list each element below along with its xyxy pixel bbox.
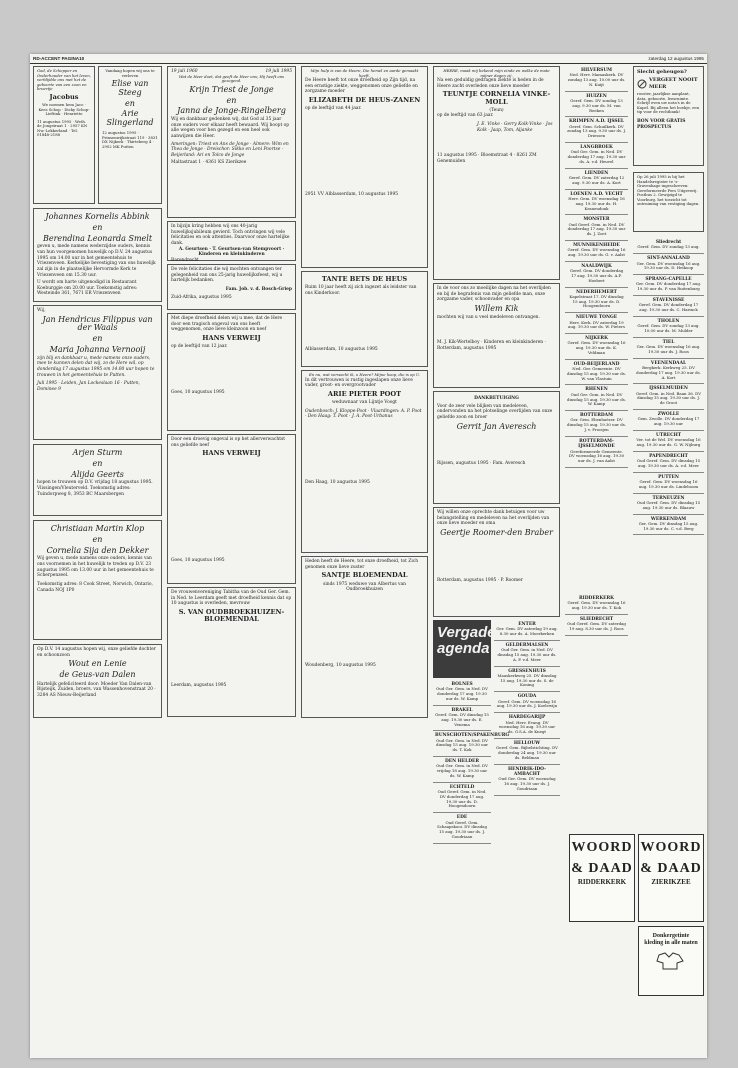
church-entry — [565, 360, 628, 386]
church-b-entry — [633, 338, 704, 359]
engagement-name2: Arie Slingerland — [106, 109, 154, 128]
church-details: Geref. Gem. DV donderdag 17 aug. 19.30 uur ds. A.F. Hoebert — [569, 268, 624, 283]
church-details: Ned. Ger. Gemeente. DV dinsdag 15 aug. 19.30 uur ds. W. van Vlastuin — [567, 366, 626, 381]
church-b-name: ZWOLLE — [657, 412, 680, 418]
vinke-age: op de leeftijd van 63 jaar. — [437, 113, 494, 119]
obituary-verweij-2 — [167, 434, 296, 584]
agenda-b-name: HENDRIK-IDO-AMBACHT — [507, 766, 546, 777]
church-b-entry — [633, 384, 704, 410]
church-b-name: TIEL — [662, 339, 675, 345]
wedding-klop — [33, 520, 162, 640]
kik-text: In de voor ons zo moeilijke dagen na het overlijden en bij de begrafenis van mijn geliefde man, onze zorgzame vader, schoonvader en opa — [437, 286, 551, 303]
church-b-details: Geref. Gem. DV donderdag 17 aug. 19.30 uur ds. C. Harinck — [638, 302, 699, 313]
church-entry — [565, 117, 628, 143]
klop-amp: en — [92, 534, 103, 544]
agenda-b-entry — [494, 641, 560, 667]
agenda-details: Oud Geref. Gem. Schaapskooi. DV dinsdag 15 aug. 19.30 uur ds. J. Goudriaan — [437, 819, 487, 839]
sturm-name1: Arjen Sturm — [72, 448, 123, 457]
oudbroek-foot: Leerdam, augustus 1995 — [171, 683, 227, 689]
jonge-list: Ameringen: Triest en Ans de Jonge · Almere: Wim en Thea de Jonge · Dreischor: Sikko en Leni Poortse · Beijerland: Ari en Tolco de Jonge — [171, 141, 289, 158]
agenda-b-name: ENTER — [518, 622, 536, 627]
church-entry — [565, 437, 628, 468]
church-b-name: SINT-ANNALAND — [647, 256, 690, 262]
poot-text: In dit vertrouwen is rustig ingeslapen onze lieve vader, groot- en overgrootvader — [305, 377, 413, 389]
vergeet-note: rooster, jaarlijkse aanplant, data, geboorte, leesruimte. Schrijf even uw nota's in de Kapel. Bij alleen het boekje, een tip voor de rechtbank! — [637, 91, 700, 115]
engagement-name1: Elise van Steeg — [111, 79, 149, 97]
church-mid-name: RIDDERKERK — [579, 596, 614, 601]
abbink-name2: Berendina Leonarda Smelt — [42, 233, 153, 243]
church-name: KRIMPEN A.D. IJSSEL — [568, 119, 625, 125]
vergeet-nooit-meer-ad — [633, 66, 704, 166]
church-details: Geref. Gem. DV woensdag 16 aug. 19.30 uur ds. G. v. Aalst — [567, 247, 626, 258]
waals-intro: Wij, — [37, 308, 46, 313]
woord-daad-ridderkerk-ad — [569, 834, 635, 922]
agenda-b-name: GRESSENHUIS — [508, 668, 546, 674]
church-b-name: IJSSELMUIDEN — [649, 386, 688, 392]
church-entry — [565, 385, 628, 411]
church-name: MUNNIKENHEIDE — [573, 242, 620, 248]
church-name: RHENEN — [585, 387, 608, 393]
agenda-entry — [433, 813, 491, 843]
agenda-entry — [433, 706, 491, 732]
church-b-details: Ger. Gem. DV donderdag 17 aug. 19.30 uur ds. P. van Ruitenburg — [635, 281, 702, 292]
church-b-details: Bergkerk. Kerkweg 25. DV donderdag 17 aug. 19.30 uur ds. A. Kort — [636, 365, 701, 380]
church-name: NIEUWE TONGE — [575, 315, 618, 321]
geus-text: Op D.V. 14 augustus hopen wij, onze geliefde dochter en schoonzoon — [37, 647, 156, 658]
thanks-geurtsen — [167, 221, 296, 261]
church-name: ROTTERDAM — [580, 413, 613, 419]
church-b-entry — [633, 410, 704, 431]
clothing-icon — [651, 951, 691, 971]
thanks-kik — [433, 283, 560, 388]
vinke-list: J. E. Vinke · Gerry Kolk-Vinke · Jos Kolk · Jaap, Tom, Aljanke — [477, 122, 553, 133]
thanks-bosch — [167, 264, 296, 310]
church-services-right — [633, 238, 704, 828]
church-b-details: Ger. Gem. DV woensdag 16 aug. 19.30 uur ds. D. Heikoop — [636, 260, 701, 271]
abbink-amp: en — [92, 222, 103, 232]
church-name: HUIZEN — [586, 93, 607, 99]
bosch-text: De vele felicitaties die wij mochten ontvangen ter gelegenheid van ons 25-jarig huwelijksfeest, wij u hartelijk bedanken. — [171, 267, 283, 284]
geus-name1: Wout en Lenie — [68, 659, 127, 669]
page-label: RD-ACCENT PAGINA10 — [33, 56, 85, 61]
klop-text: Wij geven u, mede namens onze ouders, kennis van ons voornemen in het huwelijk te treden op D.V. 23 augustus 1995 om 13.00 uur in het gemeentehuis te Scherpenzeel. — [37, 556, 154, 579]
waals-name2: Maria Johanna Vernooij — [49, 345, 146, 355]
agenda-b-details: Oud Ger. Gem. in Ned. DV dinsdag 15 aug. 19.30 uur ds. A. P. v.d. Meer — [497, 647, 557, 662]
church-b-name: THOLEN — [657, 318, 680, 324]
church-b-entry — [633, 238, 704, 254]
obituary-oudbroekhuizen — [167, 587, 296, 717]
church-entry — [565, 169, 628, 190]
bloemendal-foot: Woudenberg, 10 augustus 1995 — [305, 662, 376, 668]
agenda-b-name: HELLOUW — [513, 740, 541, 746]
jonge-date2: 19 juli 1995 — [265, 69, 292, 74]
anniversary-geus — [33, 644, 162, 718]
church-entry — [565, 411, 628, 437]
jonge-verse: Wat de Heer doet, dat geeft de Heer ons; Hij heeft ons gezegend. — [178, 73, 285, 84]
church-name: OUD-BEIJERLAND — [573, 361, 620, 367]
agenda-entry — [433, 731, 510, 757]
church-mid-details: Oud Geref. Gem. DV zaterdag 19 aug. 8.30 uur ds. J. Roos — [567, 621, 626, 632]
church-b-details: Oud Geref. Gem. DV dinsdag 15 aug. 19.30 uur ds. Blaauw — [636, 500, 701, 510]
church-name: LANGBROEK — [580, 145, 613, 151]
church-details: Geref. Gem. Schuilkerk. DV zondag 13 aug. 9.30 uur ds. J. Driessen — [567, 123, 626, 139]
church-details: Oud Ger. Gem. in Ned. DV donderdag 17 aug. 19.30 uur ds. A. v.d. Heuvel — [567, 149, 626, 164]
sturm-name2: Alijda Geerts — [71, 469, 124, 479]
agenda-name: BOLNES — [451, 682, 473, 687]
church-entry — [565, 241, 628, 262]
header-rule — [30, 63, 707, 64]
logo1-place: RIDDERKERK — [577, 878, 627, 887]
church-b-details: Ger. Gem. DV woensdag 16 aug. 19.30 uur ds. J. Roos — [636, 344, 701, 354]
vinke-sub: (Teun) — [489, 107, 504, 113]
church-name: ROTTERDAM-IJSSELMONDE — [578, 438, 615, 450]
obituary-heus-zanen — [301, 66, 428, 268]
bosch-place: Zuid-Afrika, augustus 1995 — [171, 294, 232, 300]
church-details: Kapelstraat 17. DV dinsdag 15 aug. 19.30 uur ds. D. Hoogendoorn — [569, 293, 624, 309]
church-b-name: PAPENDRECHT — [649, 453, 688, 459]
church-mid-details: Geref. Gem. DV woensdag 16 aug. 19.30 uur ds. T. Kok — [567, 600, 626, 611]
logo2-place: ZIERIKZEE — [651, 878, 691, 887]
church-name: NEDERHEMERT — [576, 289, 617, 295]
agenda-b-entry — [494, 739, 560, 765]
church-b-entry — [633, 494, 704, 515]
geus-name2: de Geus-van Dalen — [59, 670, 136, 680]
handelsregister-notice — [633, 172, 704, 232]
church-name: HILVERSUM — [580, 68, 613, 73]
agenda-details: Oud Ger. Gem. in Ned. DV donderdag 17 aug. 19.30 uur ds. W. Kamp — [436, 686, 488, 701]
wedding-waals — [33, 305, 162, 440]
church-entry — [565, 190, 628, 216]
church-b-details: Geref. Gem. DV zondag 13 aug. — [637, 244, 700, 250]
obituary-tante-bets — [301, 271, 428, 367]
church-b-name: Sliedrecht — [655, 240, 682, 245]
jonge-date1: 19 juli 1960 — [171, 69, 198, 74]
agenda-name: DEN HELDER — [444, 759, 480, 765]
bloemendal-name: SANTJE BLOEMENDAL — [321, 571, 408, 580]
agenda-b-details: Oud Ger. Gem. DV woensdag 16 aug. 19.30 uur ds. J. Goudriaan — [498, 776, 556, 791]
logo1-word: WOORD — [571, 840, 633, 855]
donkergetinte-kleding-ad — [638, 926, 704, 996]
agenda-b-name: GELDERMALSEN — [505, 642, 549, 648]
klop-name1: Christiaan Martin Klop — [50, 524, 145, 533]
church-b-entry — [633, 254, 704, 275]
woord-daad-zierikzee-ad — [638, 834, 704, 922]
church-b-name: WERKENDAM — [650, 516, 687, 522]
jonge-name1: Krijn Triest de Jonge — [189, 84, 274, 94]
church-name: NAALDWIJK — [581, 263, 612, 269]
church-details: Ger. Gem. Ebenhaëzer. DV dinsdag 15 aug. 19.30 uur ds. J. v. Prooijen — [567, 417, 626, 433]
agenda-b-entry — [494, 713, 560, 739]
church-b-details: Geref. Gem. DV woensdag 16 aug. 19.30 uur ds. Lindeboom — [638, 479, 699, 489]
agenda-name: BUNSCHOTEN/SPAKENBURG — [435, 733, 510, 739]
church-b-entry — [633, 359, 704, 385]
agenda-b-entry — [494, 620, 560, 641]
averesch-name: Gerrit Jan Averesch — [456, 421, 537, 431]
heus-sub: op de leeftijd van 44 jaar. — [305, 106, 362, 112]
church-b-name: STAVENISSE — [652, 297, 685, 303]
vinke-verse: HEERE, maak mij bekend mijn einde en welke de mate mijner dagen zij. — [443, 68, 550, 78]
agenda-name: BRAKEL — [451, 707, 473, 713]
logo1-daad: & DAAD — [571, 860, 633, 876]
geurtsen-name: A. Geurtsen · T. Geurtsen-van Stempvoort · Kinderen en kleinkinderen — [178, 246, 285, 258]
church-details: Oud Ger. Gem. in Ned. DV dinsdag 15 aug. 19.30 uur ds. W. Kamp — [567, 391, 626, 407]
agenda-b-entry — [494, 765, 560, 796]
church-b-details: Gem. Zwolle. DV donderdag 17 aug. 19.30 uur — [637, 416, 700, 427]
church-entry — [565, 92, 628, 118]
church-b-details: Geref. Gem. DV zondag 13 aug. 10.00 uur ds. M. Mulder — [637, 323, 700, 333]
agenda-entry — [433, 757, 491, 783]
engagement-announcement — [98, 66, 162, 204]
roomer-foot: Rotterdam, augustus 1995 · P. Roomer — [437, 577, 523, 583]
knot-icon — [637, 79, 647, 89]
church-mid-entry — [565, 615, 628, 636]
church-b-details: Ver. tot de Wel. DV woensdag 16 aug. 19.30 uur ds. G. W. Nijburg — [636, 437, 701, 448]
thanks-averesch — [433, 391, 560, 504]
church-entry — [565, 313, 628, 334]
vergader-agenda-logo — [433, 620, 507, 678]
averesch-foot: Rijssen, augustus 1995 · Fam. Averesch — [437, 461, 526, 467]
jonge-amp: en — [226, 95, 237, 105]
newspaper-page — [30, 54, 707, 1058]
agenda-entry — [433, 680, 491, 706]
church-entry — [565, 215, 628, 241]
oudbroek-text: De vrouwenvereniging Tabitha van de Oud Ger. Gem. in Ned. te Leerdam geeft met droefheid kennis dat op 10 augustus is overleden, mevrouw — [171, 590, 292, 607]
agenda-list-left — [433, 680, 510, 1058]
poot-list: Oudenbosch: J. Kloppe-Poot · Vlaardingen: A. P. Poot · Den Haag: T. Poot · J. A. Poot-Urbanus — [305, 408, 422, 420]
sturm-text: hopen te trouwen op D.V. vrijdag 18 augustus 1995. Vlissingen/Vleuterveld. Toekomstig adres: Tuindorpweg 8, 3953 BC Maarsbergen — [37, 480, 153, 497]
agenda-b-details: Ned. Herv. Evang. DV woensdag 16 aug. 19.30 uur ds. G.S.A. de Knegt — [498, 719, 556, 735]
averesch-text: Voor de zeer vele blijken van medeleven, ondervonden na het plotselinge overlijden van onze geliefde zoon en broer — [437, 403, 553, 420]
verweij1-foot: Goes, 10 augustus 1995 — [171, 389, 225, 395]
agenda-details: Oud Ger. Gem. in Ned. DV dinsdag 15 aug. 19.30 uur ds. T. Kok — [436, 737, 488, 753]
kik-foot: M. J. Kik-Wertelboy · Kinderen en kleinkinderen · Rotterdam, augustus 1995 — [437, 340, 546, 351]
waals-amp: en — [92, 334, 103, 344]
verweij2-name: HANS VERWEIJ — [202, 449, 261, 458]
agenda-b-details: Geref. Gem. Bijbelstichting. DV donderdag 24 aug. 19.30 uur ds. Beldman — [496, 745, 558, 760]
bon-label: BON VOOR GRATIS PROSPECTUS — [637, 118, 686, 130]
agenda-name: ECHTELD — [449, 784, 475, 790]
geus-foot: Hartelijk gefeliciteerd door: Moeder Van Dalen-van Bijsteijk, Zuiden, broers. van Wassenhovenstraat 20 · 3284 AS Nieuw-Beijerland — [37, 681, 156, 699]
church-mid-name: SLIEDRECHT — [579, 616, 614, 622]
birth-name: Jacobus — [49, 92, 79, 101]
church-name: MONSTER — [583, 217, 610, 223]
agenda-b-details: Ger. Gem. DV zaterdag 19 aug. 8.30 uur ds. A. Moerkerken — [496, 626, 558, 637]
poot-foot: Den Haag, 10 augustus 1995 — [305, 479, 370, 485]
verweij1-sub: op de leeftijd van 12 jaar. — [171, 344, 228, 350]
averesch-title: DANKBETUIGING — [474, 396, 519, 401]
church-services-list — [565, 66, 628, 586]
poot-verse: En nu, wat verwacht ik, o Heere? Mijne hoop, die is op U. — [308, 372, 421, 377]
church-details: Gereformeerde Gemeente. DV woensdag 16 aug. 19.30 uur ds. J. van Aalst — [568, 448, 625, 464]
church-b-details: Geref. Gem. in Ned. Baan 36. DV dinsdag 15 aug. 19.30 uur ds. J. de Groot — [635, 390, 702, 406]
agenda-b-details: Geref. Gem. DV woensdag 16 aug. 19.30 uur ds. J. Koelewijn — [496, 698, 558, 709]
logo2-daad: & DAAD — [640, 860, 702, 876]
kleding-text: Donkergetinte kleding in alle maten — [644, 933, 698, 947]
church-details: Ned. Herv. Mamaskerk. DV zondag 13 aug. 10.00 uur ds. N. Kuijt — [567, 72, 626, 87]
roomer-text: Wij willen onze oprechte dank betuigen voor uw belangstelling en medeleven na het overlijden van onze lieve moeder en oma — [437, 510, 550, 527]
heus-text: De Heere heeft tot onze droefheid op Zijn tijd, na een ernstige ziekte, weggenomen onze geliefde en zorgzame moeder — [305, 78, 418, 95]
church-b-name: UTRECHT — [655, 432, 681, 438]
klop-foot: Toekomstig adres: 8 Cook Street, Norwich, Ontario, Canada NOJ 1P0 — [37, 581, 153, 593]
church-b-entry — [633, 473, 704, 494]
abbink-text: geven u, mede namens wederzijdse ouders, kennis van hun voorgenomen huwelijk op D.V. 24 augustus 1995 om 14.00 uur in het gemeentehuis te Vriezenveen. Kerkelijke bevestiging van ons huwelijk zal zijn in de plaatselijke Hervormde Kerk te Vriezenveen om 15.30 uur. — [37, 244, 156, 278]
church-entry — [565, 262, 628, 288]
vinke-foot: 11 augustus 1995 · Bloemstraat 4 · 8261 ZM Genemuiden — [437, 153, 537, 164]
waals-text: zijn blij en dankbaar u, mede namens onze ouders, mee te kunnen delen dat wij, zo de Here wil, op donderdag 17 augustus 1995 om 14.00 uur hopen te trouwen in het gemeentehuis te Putten. — [37, 355, 155, 378]
logo2-word: WOORD — [640, 840, 702, 855]
agenda-b-details: Maaskerkweg 25. DV dinsdag 15 aug. 19.30 uur ds. S. de Koning — [497, 672, 557, 688]
bets-text: Ruim 10 jaar heeft zij zich ingezet als leidster van ons Kinderkoor. — [305, 285, 417, 296]
heus-verse: Mijn hulp is van de Heere, Die hemel en aarde gemaakt heeft. — [310, 68, 419, 78]
church-b-entry — [633, 431, 704, 452]
slogan-answer: VERGEET NOOIT MEER — [649, 77, 698, 90]
jonge-name2: Janna de Jonge-Ringelberg — [177, 106, 286, 116]
obituary-vinke-moll — [433, 66, 560, 280]
geurtsen-text: In bijzijn kring hebben wij ons 40-jarig huwelijksjubileum gevierd. Toch ontvingen wij vele felicitaties en ook attenties. Daarvoor onze hartelijke dank. — [171, 224, 290, 246]
roomer-name: Geertje Roomer-den Braber — [440, 527, 553, 537]
vinke-name: TEUNTJE CORNELIA VINKE-MOLL — [442, 90, 551, 106]
agenda-title: Vergader-agenda — [437, 624, 507, 657]
agenda-entry — [433, 783, 491, 813]
verweij1-name: HANS VERWEIJ — [202, 333, 261, 342]
church-entry — [565, 143, 628, 169]
agenda-list-right — [494, 620, 560, 1058]
agenda-details: Oud Ger. Gem. in Ned. DV vrijdag 18 aug. 19.30 uur ds. W. Kamp — [436, 763, 488, 778]
birth-announcement — [33, 66, 95, 204]
church-b-name: SPRANG-CAPELLE — [645, 277, 692, 283]
church-name: LOENEN A.D. VECHT — [570, 191, 623, 197]
vinke-text: Na een geduldig gedragen ziekte is heden in de Heere zacht overleden onze lieve moeder — [437, 78, 544, 89]
birth-verse: God, de Schepper en Onderhouder van het leven, verblijdde ons met het de geboorte van een zoon en broertje — [37, 68, 91, 92]
church-entry — [565, 334, 628, 360]
church-b-entry — [633, 452, 704, 473]
slogan-question: Slecht geheugen? — [637, 69, 687, 75]
waals-foot: Juli 1995 · Leiden, Jan Lockeslaan 16 · Putten, Dominee 9 — [37, 381, 140, 392]
abbink-foot: U wordt om harte uitgenodigd in Restaurant Koeburggie om 20.00 uur. Toekomstig adres: Westeinde 361, 7671 ER Vriezenveen — [37, 280, 138, 297]
church-name: LIENDEN — [584, 170, 609, 176]
heus-name: ELIZABETH DE HEUS-ZANEN — [308, 95, 421, 104]
oudbroek-name: S. VAN OUDBROEKHUIZEN-BLOEMENDAL — [178, 607, 285, 624]
wedding-abbink — [33, 208, 162, 302]
sturm-amp: en — [92, 458, 103, 468]
poot-sub: weduwnaar van Lijntje Voogt — [332, 400, 397, 406]
church-details: Herv. Kerk. DV zaterdag 19 aug. 19.30 uur ds. W. Pieters — [568, 319, 625, 330]
church-b-name: PUTTEN — [658, 474, 679, 480]
obituary-verweij-1 — [167, 313, 296, 431]
engagement-date: 12 augustus 1995 · Prinsenwijkstraat 119 · 3831 DX Nijkerk · Thirteberg 4 · 2902 MK Putten — [102, 130, 158, 149]
jonge-foot: Maltastraat 1 · 4361 KS Zierikzee — [171, 160, 247, 166]
verweij1-text: Met diepe droefheid delen wij u mee, dat de Here door een tragisch ongeval van ons heeft weggenomen, onze lieve kleinzoon en neef — [171, 316, 283, 333]
waals-name1: Jan Hendricus Filippus van der Waals — [42, 314, 153, 333]
agenda-name: EDE — [456, 815, 468, 821]
engagement-amp: en — [125, 98, 135, 108]
church-details: Geref. Gem. DV woensdag 16 aug. 19.30 uur ds. K. Veldman — [567, 340, 626, 355]
engagement-text: Vandaag hopen wij ons te verloven — [105, 68, 155, 78]
church-b-entry — [633, 296, 704, 317]
bets-name: TANTE BETS DE HEUS — [321, 275, 408, 283]
church-b-entry — [633, 515, 704, 536]
poot-name: ARIE PIETER POOT — [327, 389, 402, 398]
church-details: Oud Geref. Gem. in Ned. DV donderdag 17 aug. 19.30 uur ds. J. Zoet — [567, 221, 626, 237]
agenda-b-entry — [494, 667, 560, 693]
abbink-name1: Johannes Kornelis Abbink — [45, 212, 150, 221]
church-b-details: Ger. Gem. DV dinsdag 15 aug. 19.30 uur ds. C. v.d. Berg — [638, 520, 699, 531]
agenda-details: Geref. Gem. DV dinsdag 15 aug. 19.30 uur ds. E. Venema — [435, 712, 489, 727]
register-text: Op 26 juli 1995 is bij het Handelsregister te 's-Gravenhage ingeschreven: Gereformeerde Pers Uitgeverij. Postbus 2. Gewijzigd te Voorburg, het toezicht tot ontruiming van vestiging dagen. — [637, 174, 700, 207]
birth-text: We noemen hem Jaco · Kees Schop · Dicky Schop-Lieftink · Henriette — [38, 101, 90, 117]
church-entry — [565, 66, 628, 92]
bloemendal-sub: sinds 1975 weduwe van Albertus van Oudbroekhuizen — [323, 581, 406, 593]
agenda-b-name: HARDEGARIJP — [508, 715, 546, 721]
kik-sub: mochten wij van u veel medeleven ontvangen. — [437, 314, 540, 320]
church-b-details: Oud Geref. Gem. DV dinsdag 15 aug. 19.30 uur ds. A. v.d. Meer — [636, 458, 701, 468]
page-date: zaterdag 12 augustus 1995 — [648, 56, 704, 61]
thanks-roomer — [433, 507, 560, 617]
church-details: Geref. Gem. DV zondag 13 aug. 9.30 uur ds. M. van Reeken — [570, 98, 623, 113]
church-services-list-extra — [565, 594, 628, 1058]
obituary-bloemendal — [301, 556, 428, 718]
heus-foot: 2951 VV Alblasserdam, 10 augustus 1995 — [305, 191, 399, 197]
church-entry — [565, 288, 628, 314]
bosch-name: Fam. Job. v. d. Bosch-Griep — [225, 286, 292, 292]
church-b-entry — [633, 275, 704, 296]
church-mid-entry — [565, 594, 628, 615]
church-b-name: TERNEUZEN — [652, 495, 685, 501]
verweij2-foot: Goes, 10 augustus 1995 — [171, 557, 225, 563]
church-details: Geref. Gem. DV zaterdag 12 aug. 9.30 uur ds. A. Kort — [568, 175, 625, 185]
birth-date: 11 augustus 1995 · Weth. de Jongstraat 1 · 2957 KN Nw.-Lekkerland · Tel. 01848-2188 — [37, 118, 88, 138]
church-details: Herv. Gem. DV woensdag 16 aug. 19.30 uur ds. H. Kranendonk — [568, 195, 625, 211]
obituary-poot — [301, 370, 428, 553]
jonge-text: Wij en dankbaar gedenken wij, dat God al 35 jaar onze ouders voor elkaar heeft bewaard. Wij hoopt op alle wegen voor hen gezegd en een heel ook aanwijzen die Heer. — [171, 117, 290, 139]
geurtsen-place: Barendrecht — [171, 257, 199, 263]
church-name: NIJKERK — [585, 336, 608, 342]
verweij2-text: Door een droevig ongeval is op het allerverwachtst ons geliefde neef — [171, 437, 285, 448]
klop-name2: Cornelia Sija den Dekker — [46, 545, 149, 555]
church-b-name: VEENENDAAL — [650, 360, 687, 366]
church-b-entry — [633, 317, 704, 338]
anniversary-de-jonge — [167, 66, 296, 218]
agenda-b-name: GOUDA — [517, 694, 537, 700]
agenda-details: Oud Geref. Gem. in Ned. DV donderdag 17 aug. 19.30 uur ds. D. Hoogendoorn — [437, 789, 487, 809]
bloemendal-text: Heden heeft de Heere, tot onze droefheid, tot Zich genomen onze lieve zuster — [305, 559, 419, 570]
agenda-b-entry — [494, 692, 560, 713]
kik-name: Willem Kik — [474, 303, 519, 313]
bets-foot: Alblasserdam, 10 augustus 1995 — [305, 346, 378, 352]
wedding-sturm — [33, 444, 162, 516]
